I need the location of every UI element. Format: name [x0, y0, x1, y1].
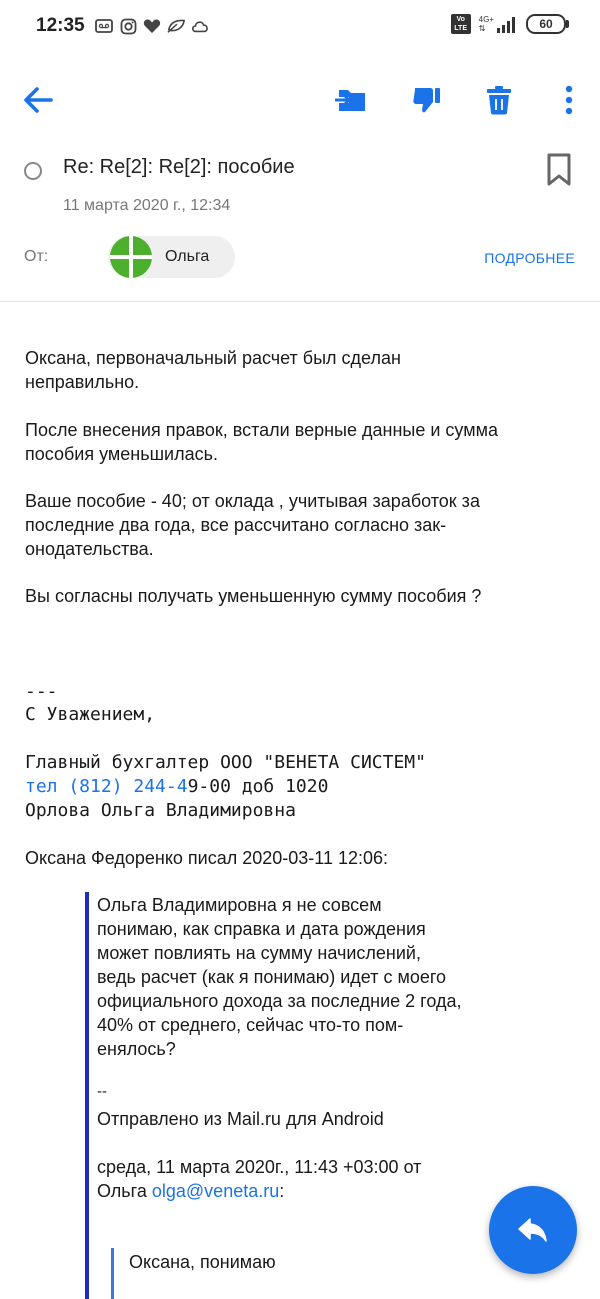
phone-extension: 9-00 доб 1020: [187, 776, 329, 797]
bookmark-button[interactable]: [545, 152, 573, 188]
signature-separator: ---: [25, 681, 58, 702]
text-line: среда, 11 марта 2020г., 11:43 +03:00 от: [97, 1157, 422, 1177]
quote-intro: Оксана Федоренко писал 2020-03-11 12:06:: [25, 848, 389, 868]
signature-regards: С Уважением,: [25, 704, 156, 725]
network-type-label: 4G+: [478, 15, 494, 24]
toolbar: [0, 72, 600, 128]
text-line: 40% от среднего, сейчас что-то пом-: [97, 1015, 404, 1035]
move-to-folder-icon: [335, 86, 369, 114]
nested-quote-bar: [111, 1248, 114, 1299]
trash-icon: [486, 85, 512, 115]
signature-position: Главный бухгалтер ООО "ВЕНЕТА СИСТЕМ": [25, 752, 426, 773]
read-status-icon[interactable]: [24, 162, 42, 180]
text-line: енялось?: [97, 1039, 176, 1059]
leaf-app-icon: [167, 17, 185, 35]
quoted-message: [97, 893, 557, 1061]
status-bar: [0, 0, 600, 56]
text-line: ведь расчет (как я понимаю) идет с моего: [97, 967, 447, 987]
text-line: неправильно.: [25, 372, 140, 392]
thumb-down-icon: [411, 86, 441, 114]
notification-icons: [95, 17, 209, 35]
arrow-left-icon: [23, 87, 53, 113]
sent-from-line: Отправлено из Mail.ru для Android: [97, 1109, 384, 1129]
avatar: [110, 236, 152, 278]
header-divider: [0, 301, 600, 302]
text-line: может повлиять на сумму начислений,: [97, 943, 421, 963]
email-subject: Re: Re[2]: Re[2]: пособие: [63, 156, 295, 178]
back-button[interactable]: [20, 82, 56, 118]
status-time: 12:35: [36, 15, 85, 36]
text-line: онодательства.: [25, 539, 154, 559]
text-line: официального дохода за последние 2 года,: [97, 991, 462, 1011]
text-line: Ваше пособие - 40; от оклада , учитывая заработок за: [25, 491, 480, 511]
reply-button[interactable]: [489, 1186, 577, 1274]
quote-bar: [85, 892, 89, 1299]
bookmark-icon: [545, 152, 573, 188]
nested-quote-text: Оксана, понимаю: [129, 1252, 276, 1272]
volte-label-top: Vo: [456, 16, 465, 23]
battery-icon: 60: [526, 14, 566, 34]
voicemail-icon: [95, 17, 113, 35]
signature-phone: [25, 775, 328, 799]
delete-button[interactable]: [481, 82, 517, 118]
message-paragraph: [25, 489, 575, 561]
text-line: Ольга Владимировна я не совсем: [97, 895, 382, 915]
data-arrows-icon: ⇅: [478, 24, 486, 33]
text-line: понимаю, как справка и дата рождения: [97, 919, 426, 939]
more-vertical-icon: [564, 85, 574, 115]
heart-app-icon: [143, 17, 161, 35]
text-line: После внесения правок, встали верные данные и сумма: [25, 420, 498, 440]
spam-button[interactable]: [408, 82, 444, 118]
message-paragraph: Вы согласны получать уменьшенную сумму пособия ?: [25, 586, 482, 606]
message-paragraph: [25, 418, 575, 466]
reply-sender: Ольга: [97, 1181, 152, 1201]
text-line: пособия уменьшилась.: [25, 444, 218, 464]
message-paragraph: [25, 346, 575, 394]
cloud-icon: [191, 17, 209, 35]
instagram-icon: [119, 17, 137, 35]
details-link[interactable]: ПОДРОБНЕЕ: [484, 250, 575, 266]
more-options-button[interactable]: [551, 82, 587, 118]
reply-header: [97, 1155, 557, 1203]
volte-label-bottom: LTE: [454, 25, 467, 32]
move-to-folder-button[interactable]: [334, 82, 370, 118]
signal-icon: [479, 15, 518, 33]
sender-chip[interactable]: [108, 236, 235, 278]
signature-name: Орлова Ольга Владимировна: [25, 800, 296, 821]
punctuation: :: [279, 1181, 285, 1201]
system-status: [451, 14, 566, 34]
text-line: последние два года, все рассчитано согласно зак-: [25, 515, 447, 535]
email-link[interactable]: olga@veneta.ru: [151, 1181, 280, 1201]
sender-name: Ольга: [165, 248, 210, 265]
from-label: От:: [24, 248, 49, 265]
phone-link[interactable]: тел (812) 244-4: [25, 776, 188, 797]
volte-icon: [451, 14, 471, 34]
text-line: Оксана, первоначальный расчет был сделан: [25, 348, 401, 368]
reply-icon: [518, 1217, 548, 1243]
text-line: [97, 1179, 557, 1203]
email-date: 11 марта 2020 г., 12:34: [63, 197, 231, 214]
quote-signature-separator: --: [97, 1083, 107, 1100]
